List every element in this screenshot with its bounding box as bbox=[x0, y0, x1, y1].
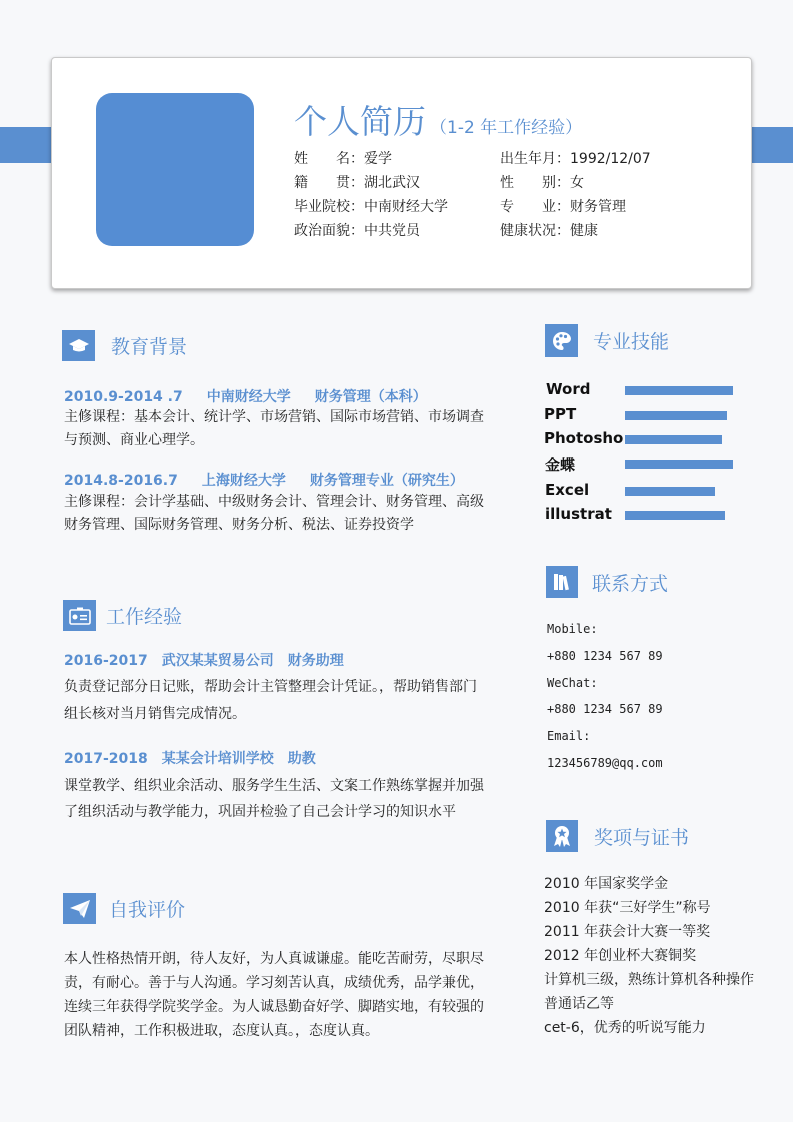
self-eval-text: 本人性格热情开朗，待人友好，为人真诚谦虚。能吃苦耐劳，尽职尽责，有耐心。善于与人沟通。学习刻苦认真，成绩优秀，品学兼优，连续三年获得学院奖学金。为人诚恳勤奋好学、脚踏实地，有较强的团队精神，工作积极进取，态度认真。，态度认真。 bbox=[64, 951, 484, 1039]
work-entry-1-desc: 负责登记部分日记账，帮助会计主管整理会计凭证。，帮助销售部门组长核对当月销售完成情况。 bbox=[64, 679, 477, 722]
contact-wechat-label: WeChat: bbox=[547, 676, 598, 690]
info-school: 毕业院校：中南财经大学 bbox=[294, 199, 448, 215]
education-title: 教育背景 bbox=[111, 336, 188, 358]
work-title: 工作经验 bbox=[106, 606, 183, 628]
work-entry-2-desc: 课堂教学、组织业余活动、服务学生生活、文案工作熟练掌握并加强了组织活动与教学能力，巩固并检验了自己会计学习的知识水平 bbox=[64, 778, 484, 820]
skill-name: 金蝶 bbox=[545, 456, 576, 474]
graduation-cap-icon bbox=[62, 330, 95, 361]
skill-name: Excel bbox=[545, 481, 590, 499]
contact-email-value[interactable]: 123456789@qq.com bbox=[547, 756, 663, 770]
photo-placeholder[interactable] bbox=[96, 93, 254, 246]
info-hometown: 籍 贯：湖北武汉 bbox=[294, 175, 420, 191]
education-entry-2-head: 2014.8-2016.7 上海财经大学 财务管理专业（研究生） bbox=[64, 473, 464, 489]
paper-plane-icon bbox=[63, 893, 96, 924]
contact-email-label: Email: bbox=[547, 729, 591, 743]
skill-name: Word bbox=[546, 380, 591, 398]
education-entry-1-courses: 主修课程：基本会计、统计学、市场营销、国际市场营销、市场调查与预测、商业心理学。 bbox=[64, 409, 484, 448]
info-gender: 性 别：女 bbox=[500, 175, 584, 191]
info-major: 专 业：财务管理 bbox=[500, 199, 626, 215]
skill-name: illustrat bbox=[545, 505, 612, 523]
page-subtitle: （1-2 年工作经验） bbox=[430, 118, 583, 138]
skill-bar bbox=[625, 460, 733, 469]
award-item: 普通话乙等 bbox=[544, 996, 614, 1012]
skill-name: PPT bbox=[544, 405, 577, 423]
award-item: 2011 年获会计大赛一等奖 bbox=[544, 924, 711, 940]
header-band-left bbox=[0, 127, 52, 163]
info-name: 姓 名：爱学 bbox=[294, 151, 392, 167]
skill-name: Photosho bbox=[544, 429, 624, 447]
skill-item bbox=[544, 380, 744, 400]
education-entry-1-head: 2010.9-2014 .7 中南财经大学 财务管理（本科） bbox=[64, 389, 427, 405]
skill-item bbox=[544, 405, 744, 425]
education-header bbox=[62, 330, 187, 361]
award-item: 计算机三级，熟练计算机各种操作 bbox=[544, 972, 754, 988]
info-political: 政治面貌：中共党员 bbox=[294, 223, 420, 239]
award-item: cet-6，优秀的听说写能力 bbox=[544, 1020, 706, 1036]
contact-title: 联系方式 bbox=[592, 572, 669, 595]
award-item: 2010 年获“三好学生”称号 bbox=[544, 900, 711, 916]
skill-item bbox=[544, 454, 744, 474]
work-entry-2-head: 2017-2018 某某会计培训学校 助教 bbox=[64, 751, 316, 767]
awards-title: 奖项与证书 bbox=[594, 826, 690, 849]
contact-mobile-value[interactable]: +880 1234 567 89 bbox=[547, 649, 663, 663]
books-icon bbox=[546, 566, 578, 598]
id-card-icon bbox=[63, 600, 96, 631]
contact-header bbox=[546, 566, 668, 598]
skill-item bbox=[544, 505, 744, 525]
header-card bbox=[51, 57, 752, 289]
skill-bar bbox=[625, 411, 727, 420]
resume-title bbox=[294, 96, 582, 143]
work-header bbox=[63, 600, 182, 631]
page-title: 个人简历 bbox=[294, 102, 426, 141]
awards-header bbox=[546, 820, 689, 852]
contact-wechat-value[interactable]: +880 1234 567 89 bbox=[547, 702, 663, 716]
award-item: 2010 年国家奖学金 bbox=[544, 876, 669, 892]
work-entry-1-head: 2016-2017 武汉某某贸易公司 财务助理 bbox=[64, 653, 344, 669]
self-eval-header bbox=[63, 893, 185, 924]
header-band-right bbox=[749, 127, 793, 163]
skill-bar bbox=[625, 435, 722, 444]
skill-item bbox=[544, 429, 744, 449]
contact-mobile-label: Mobile: bbox=[547, 622, 598, 636]
skill-bar bbox=[625, 511, 725, 520]
award-ribbon-icon bbox=[546, 820, 578, 852]
skills-title: 专业技能 bbox=[593, 331, 670, 353]
skill-item bbox=[544, 481, 744, 501]
palette-icon bbox=[545, 324, 578, 357]
award-item: 2012 年创业杯大赛铜奖 bbox=[544, 948, 697, 964]
education-entry-2-courses: 主修课程：会计学基础、中级财务会计、管理会计、财务管理、高级财务管理、国际财务管理、财务分析、税法、证券投资学 bbox=[64, 494, 484, 533]
self-eval-title: 自我评价 bbox=[109, 899, 186, 921]
info-birth: 出生年月：1992/12/07 bbox=[500, 151, 651, 167]
skill-bar bbox=[625, 386, 733, 395]
skill-bar bbox=[625, 487, 715, 496]
info-health: 健康状况：健康 bbox=[500, 223, 598, 239]
skills-header bbox=[545, 324, 669, 357]
